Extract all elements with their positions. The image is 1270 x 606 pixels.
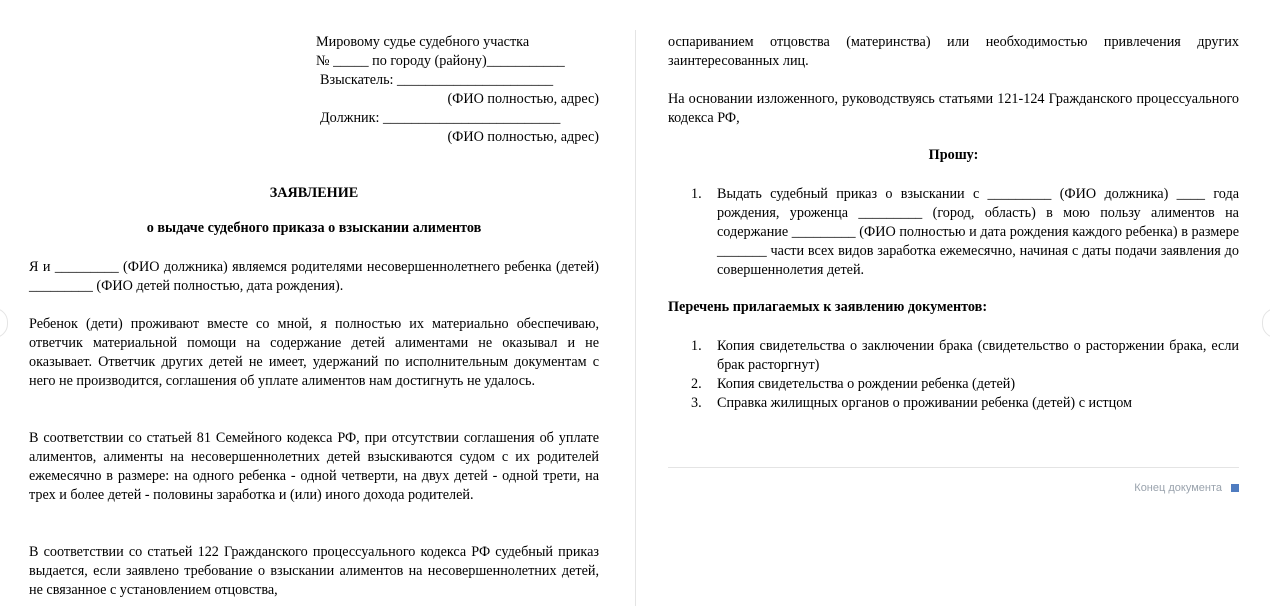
page-divider: [635, 30, 636, 606]
addressee-line: Мировому судье судебного участка: [316, 34, 530, 50]
request-heading: Прошу:: [928, 147, 979, 163]
court-number-line: № _____ по городу (району)___________: [316, 53, 565, 69]
paragraph-residence: Ребенок (дети) проживают вместе со мной, я полностью их материально обеспечиваю, ответчик материальной помощи на содержание детей алиментами не оказывал и не оказывает. Ответчик других детей не имеет, удержаний по исполнительным документам с него не производится, соглашения об уплате алиментов нам достигнуть не удалось.: [29, 316, 599, 389]
document-title: ЗАЯВЛЕНИЕ: [269, 185, 359, 201]
attachment-item: 1. Копия свидетельства о заключении брака (свидетельство о расторжении брака, если брак расторгнут): [691, 338, 1239, 373]
paragraph-article-81: В соответствии со статьей 81 Семейного кодекса РФ, при отсутствии соглашения об уплате алиментов, алименты на несовершеннолетних детей взыскиваются судом с их родителей ежемесячно в размере: на одного ребенка - одной четверти, на двух детей - одной трети, на трех и более детей - половины заработка и (или) иного дохода родителей.: [29, 430, 599, 503]
left-page: [29, 0, 599, 606]
attachments-heading: Перечень прилагаемых к заявлению документов:: [668, 299, 988, 315]
paragraph-article-122: В соответствии со статьей 122 Гражданского процессуального кодекса РФ судебный приказ выдается, если заявлено требование о взыскании алиментов на несовершеннолетних детей, не связанное с установлением отцовства,: [29, 544, 599, 598]
document-subtitle: о выдаче судебного приказа о взыскании алиментов: [146, 220, 482, 236]
addressee-block: [316, 33, 599, 147]
attachment-item: 2. Копия свидетельства о рождении ребенка (детей): [691, 376, 1016, 392]
request-list: [668, 185, 1239, 280]
end-of-document: [1134, 482, 1239, 494]
paragraph-parents: Я и _________ (ФИО должника) являемся родителями несовершеннолетнего ребенка (детей) _________ (ФИО детей полностью, дата рождения).: [29, 259, 599, 294]
debtor-line: Должник: _________________________: [320, 110, 561, 126]
debtor-hint: (ФИО полностью, адрес): [447, 129, 599, 145]
attachments-list: [668, 337, 1239, 413]
claimant-hint: (ФИО полностью, адрес): [447, 91, 599, 107]
next-page-handle[interactable]: [1262, 308, 1270, 338]
prev-page-handle[interactable]: [0, 308, 8, 338]
paragraph-basis: На основании изложенного, руководствуясь статьями 121-124 Гражданского процессуального кодекса РФ,: [668, 91, 1239, 126]
request-item: 1. Выдать судебный приказ о взыскании с _________ (ФИО должника) ____ года рождения, уроженца _________ (город, область) в мою пользу алиментов на содержание _________ (ФИО полностью и дата рождения каждого ребенка) в размере _______ части всех видов заработка ежемесячно, начиная с даты подачи заявления до совершеннолетия детей.: [691, 186, 1239, 278]
claimant-line: Взыскатель: ______________________: [320, 72, 554, 88]
end-of-document-label: Конец документа: [1134, 482, 1222, 494]
end-marker-icon: [1231, 484, 1239, 492]
paragraph-continuation: оспариванием отцовства (материнства) или необходимостью привлечения других заинтересованных лиц.: [668, 34, 1239, 69]
end-separator: [668, 467, 1239, 468]
attachment-item: 3. Справка жилищных органов о проживании ребенка (детей) с истцом: [691, 395, 1133, 411]
right-page: [668, 0, 1239, 606]
